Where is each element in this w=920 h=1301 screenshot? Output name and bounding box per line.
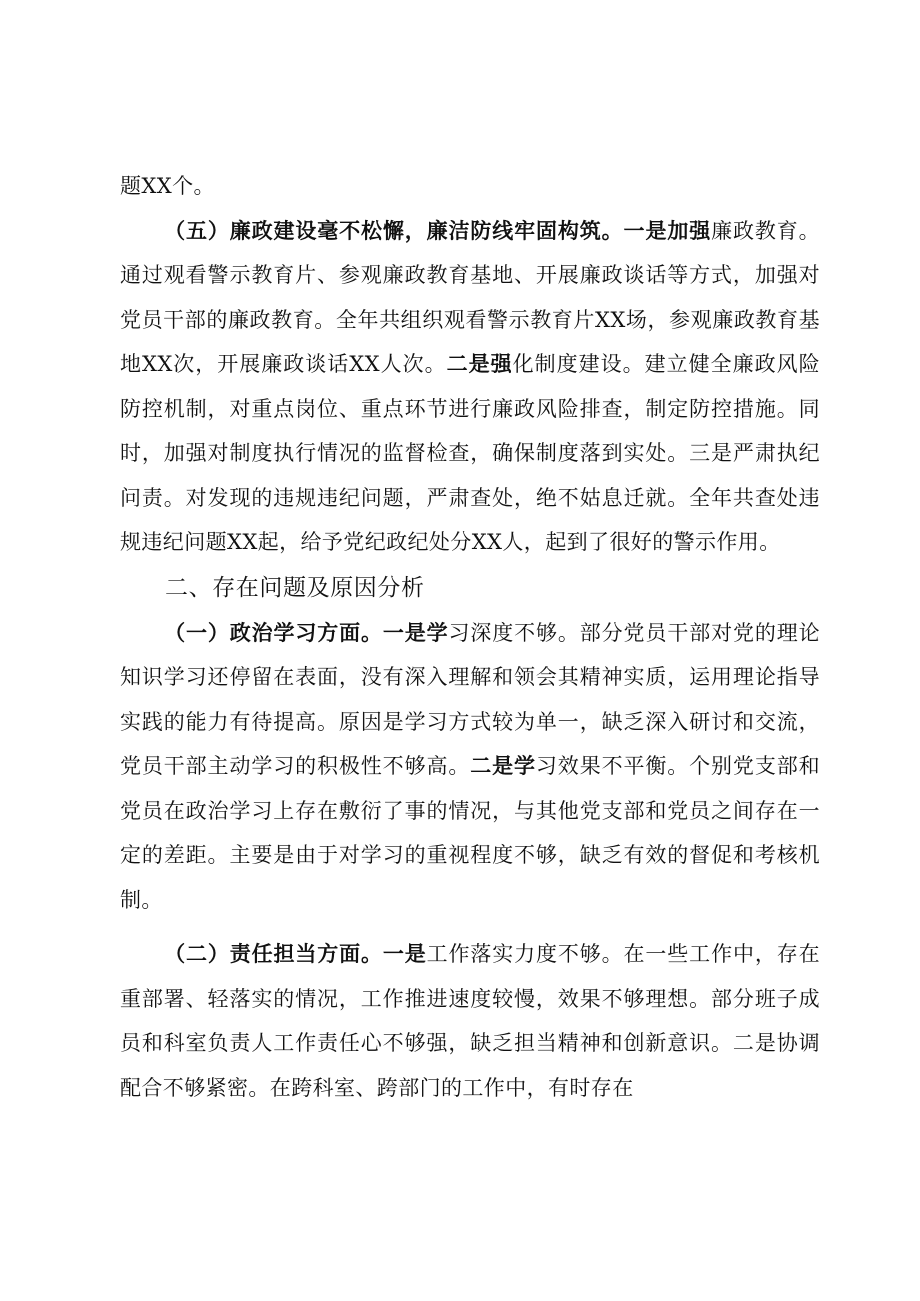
paragraph-lead-bold: （五）廉政建设毫不松懈，廉洁防线牢固构筑。一是加强 <box>164 217 712 243</box>
paragraph-lead-bold: （一）政治学习方面。一是学 <box>164 619 449 645</box>
paragraph-gap <box>120 922 820 932</box>
paragraph-text: 习深度不够。部分党员干部对党的理论知识学习还停留在表面，没有深入理解和领会其精神实质，运用理论指导实践的能力有待提高。原因是学习方式较为单一，缺乏深入研讨和交流，党员干部主动学习的积极性不够高。 <box>120 620 820 778</box>
paragraph-text: 化制度建设。建立健全廉政风险防控机制，对重点岗位、重点环节进行廉政风险排查，制定防控措施。同时，加强对制度执行情况的监督检查，确保制度落到实处。三是严肃执纪问责。对发现的违规违纪问题，严肃查处，绝不姑息迁就。全年共查处违规违纪问题XX起，给予党纪政纪处分XX人，起到了很好的警示作用。 <box>120 352 820 554</box>
section-heading: 二、存在问题及原因分析 <box>165 574 425 601</box>
paragraph-political-study <box>120 611 820 923</box>
paragraph-integrity-building <box>120 209 820 565</box>
paragraph-continuation <box>120 164 820 209</box>
paragraph-lead-bold: （二）责任担当方面。一是 <box>164 941 427 966</box>
document-body <box>120 164 820 1110</box>
paragraph-text: 工作落实力度不够。在一些工作中，存在重部署、轻落实的情况，工作推进速度较慢，效果不够理想。部分班子成员和科室负责人工作责任心不够强，缺乏担当精神和创新意识。二是协调配合不够紧密。在跨科室、跨部门的工作中，有时存在 <box>120 942 820 1100</box>
paragraph-point-bold: 二是强 <box>446 351 513 376</box>
paragraph-text: 题XX个。 <box>120 174 215 198</box>
paragraph-point-bold: 二是学 <box>470 753 536 778</box>
paragraph-responsibility <box>120 932 820 1110</box>
paragraph-text: 习效果不平衡。个别党支部和党员在政治学习上存在敷衍了事的情况，与其他党支部和党员之间存在一定的差距。主要是由于对学习的重视程度不够，缺乏有效的督促和考核机制。 <box>120 754 820 912</box>
paragraph-text: 廉政教育。通过观看警示教育片、参观廉政教育基地、开展廉政谈话等方式，加强对党员干部的廉政教育。全年共组织观看警示教育片XX场，参观廉政教育基地XX次，开展廉政谈话XX人次。 <box>120 218 821 376</box>
